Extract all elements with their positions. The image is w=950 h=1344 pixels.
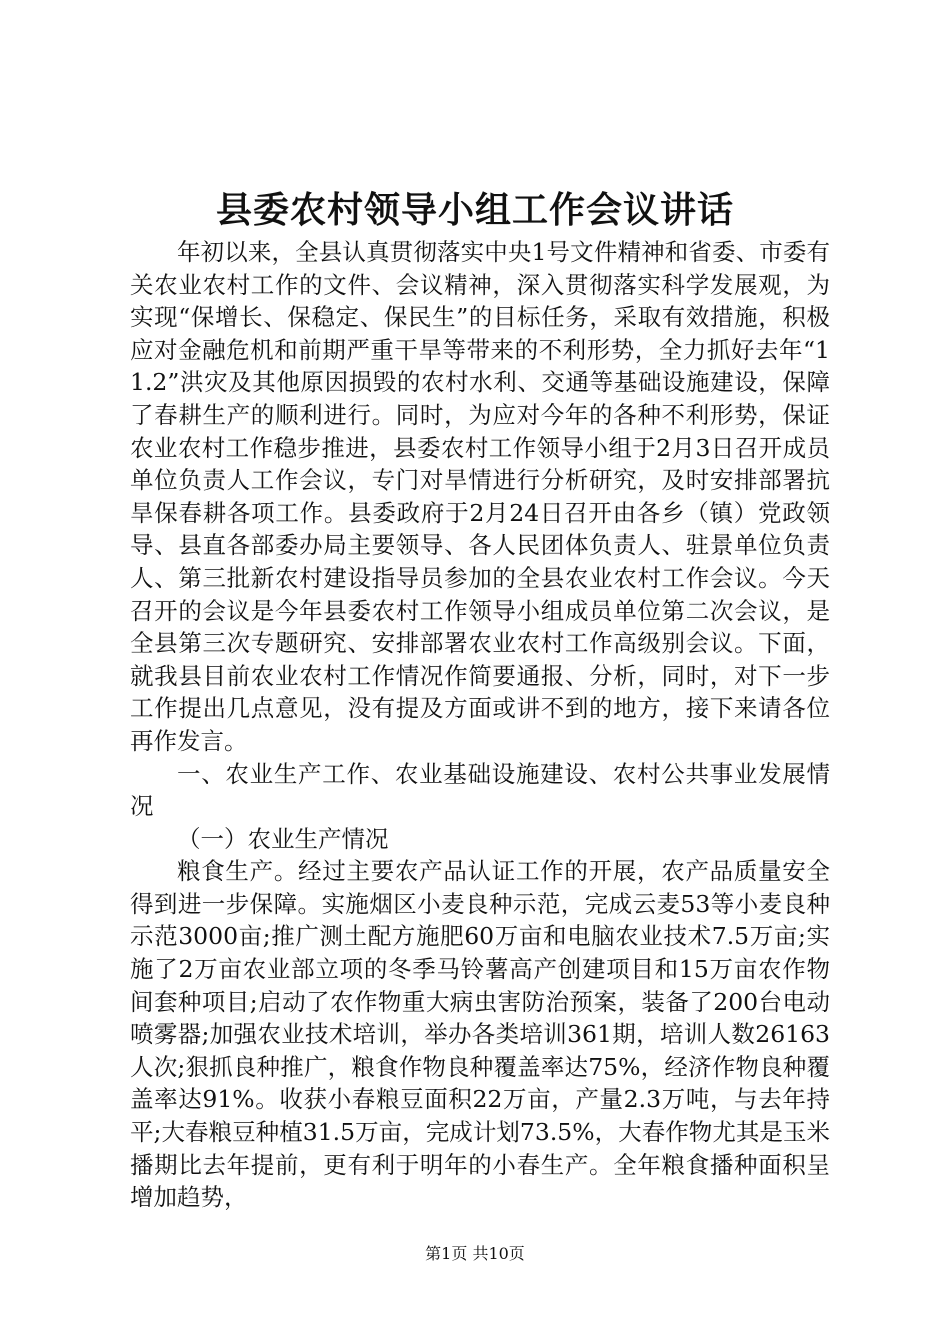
subsection-heading-1: （一）农业生产情况 bbox=[177, 824, 389, 853]
page-footer: 第1页 共10页 bbox=[425, 1244, 525, 1263]
section-heading-1: 一、农业生产工作、农业基础设施建设、农村公共事业发展情况 bbox=[130, 759, 830, 821]
paragraph-grain-production: 粮食生产。经过主要农产品认证工作的开展，农产品质量安全得到进一步保障。实施烟区小麦良种示范，完成云麦53等小麦良种示范3000亩;推广测土配方施肥60万亩和电脑农业技术7.5万亩;实施了2万亩农业部立项的冬季马铃薯高产创建项目和15万亩农作物间套种项目;启动了农作物重大病虫害防治预案，装备了200台电动喷雾器;加强农业技术培训，举办各类培训361期，培训人数26163人次;狠抓良种推广，粮食作物良种覆盖率达75%，经济作物良种覆盖率达91%。收获小春粮豆面积22万亩，产量2.3万吨，与去年持平;大春粮豆种植31.5万亩，完成计划73.5%，大春作物尤其是玉米播期比去年提前，更有利于明年的小春生产。全年粮食播种面积呈增加趋势， bbox=[130, 857, 830, 1212]
paragraph-intro: 年初以来，全县认真贯彻落实中央1号文件精神和省委、市委有关农业农村工作的文件、会议精神，深入贯彻落实科学发展观，为实现“保增长、保稳定、保民生”的目标任务，采取有效措施，积极应对金融危机和前期严重干旱等带来的不利形势，全力抓好去年“11.2”洪灾及其他原因损毁的农村水利、交通等基础设施建设，保障了春耕生产的顺利进行。同时，为应对今年的各种不利形势，保证农业农村工作稳步推进，县委农村工作领导小组于2月3日召开成员单位负责人工作会议，专门对旱情进行分析研究，及时安排部署抗旱保春耕各项工作。县委政府于2月24日召开由各乡（镇）党政领导、县直各部委办局主要领导、各人民团体负责人、驻景单位负责人、第三批新农村建设指导员参加的全县农业农村工作会议。今天召开的会议是今年县委农村工作领导小组成员单位第二次会议，是全县第三次专题研究、安排部署农业农村工作高级别会议。下面，就我县目前农业农村工作情况作简要通报、分析，同时，对下一步工作提出几点意见，没有提及方面或讲不到的地方，接下来请各位再作发言。 bbox=[130, 238, 830, 755]
document-body bbox=[130, 236, 830, 1214]
document-title: 县委农村领导小组工作会议讲话 bbox=[215, 189, 734, 231]
